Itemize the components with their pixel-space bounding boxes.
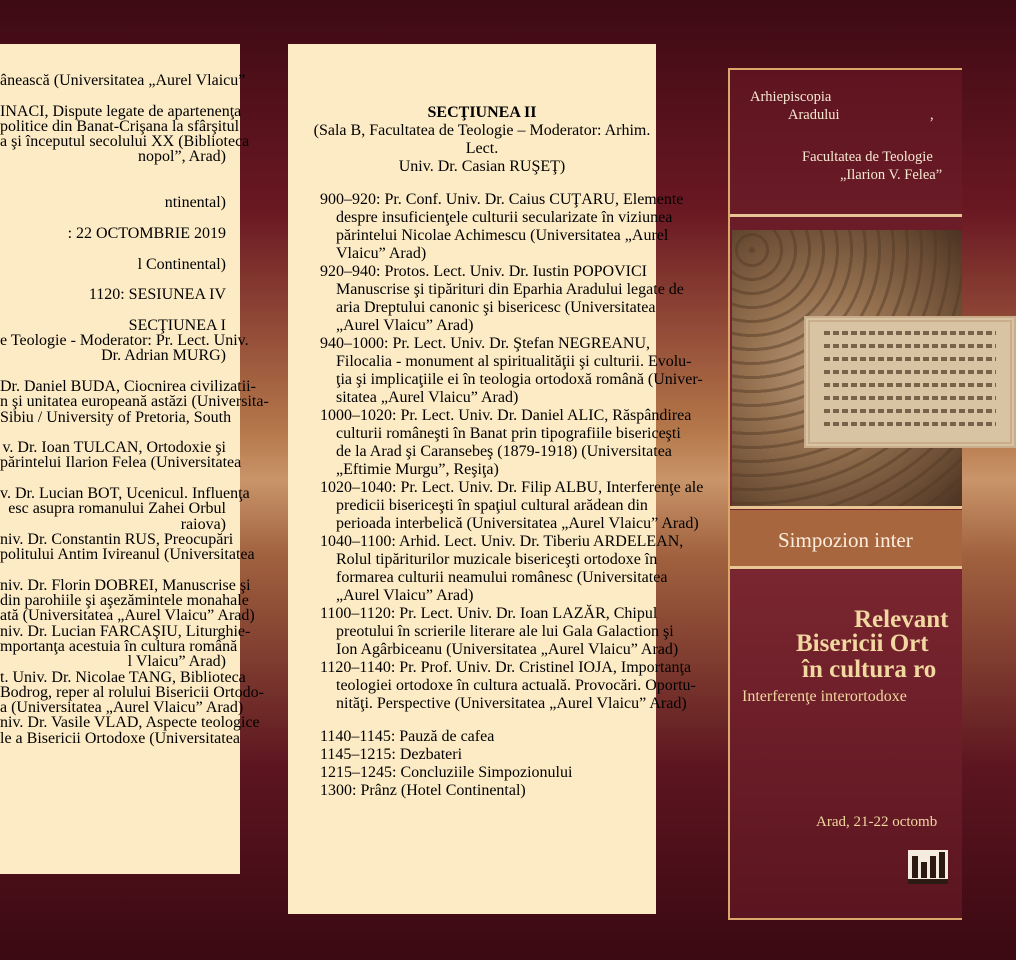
inscription-frame	[804, 316, 1016, 448]
schedule-label: : Prânz (Hotel Continental)	[352, 782, 526, 799]
talk-line: părintelui Nicolae Achimescu (Universitatea „Aurel	[336, 227, 669, 244]
talk-line	[320, 191, 684, 209]
left-panel-line: niv. Dr. Vasile VLAD, Aspecte teologice	[0, 714, 260, 732]
left-panel-line: ntinental)	[164, 194, 226, 212]
talk-line	[320, 479, 704, 497]
left-panel-line: e Teologie - Moderator: Pr. Lect. Univ.	[0, 332, 249, 350]
left-panel-line: părintelui Ilarion Felea (Universitatea	[0, 454, 242, 472]
talk-line: Ion Agârbiceanu (Universitatea „Aurel Vlaicu” Arad)	[336, 641, 679, 658]
left-panel-line	[0, 301, 226, 316]
left-panel-line: n şi unitatea europeană astăzi (Universita-	[0, 393, 269, 411]
talk-text: : Pr. Conf. Univ. Dr. Caius CUŢARU, Elemente	[376, 191, 684, 208]
talk-text: : Pr. Lect. Univ. Dr. Filip ALBU, Interferenţe ale	[392, 479, 704, 496]
talk-line: culturii româneşti în Banat prin tipografiile bisericeşti	[336, 425, 681, 442]
title-line-1: Relevant	[854, 606, 949, 633]
section-subtitle-2: Univ. Dr. Casian RUŞEŢ)	[398, 158, 566, 175]
organizer-faculty	[802, 148, 942, 184]
talk-entry	[320, 479, 704, 533]
left-panel-line: Dr. Adrian MURG)	[101, 347, 226, 365]
talk-line: teologiei ortodoxe în cultura actuală. Provocări. Oportu-	[336, 677, 696, 694]
left-panel-line	[0, 562, 226, 577]
cmca-logo	[908, 850, 948, 884]
talk-text: : Arhid. Lect. Univ. Dr. Tiberiu ARDELEAN,	[391, 533, 684, 550]
talk-entry	[320, 335, 703, 407]
left-panel-line: ânească (Universitatea „Aurel Vlaicu”	[0, 72, 246, 89]
schedule-item	[320, 746, 644, 764]
talk-entry	[320, 407, 692, 479]
talk-line	[320, 605, 658, 623]
left-panel-line: mportanţa acestuia în cultura română	[0, 637, 238, 655]
subtitle: Interferenţe interortodoxe	[742, 688, 907, 705]
left-panel-line: din parohiile şi aşezămintele monahale	[0, 592, 249, 610]
talk-text: : Protos. Lect. Univ. Dr. Iustin POPOVICI	[376, 263, 647, 280]
left-panel-line: Dr. Daniel BUDA, Ciocnirea civilizatii-	[0, 377, 256, 395]
left-panel-line: politului Antim Ivireanul (Universitatea	[0, 546, 255, 564]
talk-line: „Aurel Vlaicu” Arad)	[336, 587, 474, 604]
talk-entry	[320, 263, 684, 335]
left-panel-text	[0, 72, 269, 747]
left-panel-line	[0, 271, 226, 286]
org-1-line-1: Arhiepiscopia	[750, 89, 832, 105]
talk-line: Filocalia - monument al spiritualităţii şi culturii. Evolu-	[336, 353, 692, 370]
talk-entry	[320, 533, 684, 605]
left-panel-line	[0, 470, 226, 485]
section-title: SECŢIUNEA II	[427, 104, 537, 121]
left-panel-line: l Continental)	[137, 255, 226, 273]
talk-line	[320, 533, 684, 551]
section-subtitle-1: (Sala B, Facultatea de Teologie – Moderator: Arhim. Lect.	[313, 122, 651, 157]
section-ii-program	[313, 104, 704, 800]
talk-text: : Pr. Lect. Univ. Dr. Ioan LAZĂR, Chipul	[390, 605, 658, 622]
schedule-label: : Dezbateri	[391, 746, 463, 763]
left-panel-line: niv. Dr. Florin DOBREI, Manuscrise şi	[0, 576, 251, 594]
left-panel-line: Sibiu / University of Pretoria, South	[0, 408, 232, 426]
talk-line: de la Arad şi Caransebeş (1879-1918) (Universitatea	[336, 443, 672, 460]
talk-time: 1000–1020	[320, 407, 392, 424]
band-divider	[730, 566, 962, 569]
left-panel-line: a şi începutul secolului XX (Biblioteca	[0, 133, 250, 151]
talk-line: aria Dreptului canonic şi bisericesc (Universitatea	[336, 299, 656, 316]
photo-divider	[730, 506, 962, 509]
talk-line: sitatea „Aurel Vlaicu” Arad)	[336, 389, 519, 406]
talk-time: 1020–1040	[320, 479, 392, 496]
org-mark: ,	[930, 107, 934, 123]
talk-line: Manuscrise şi tipărituri din Eparhia Aradului legate de	[336, 281, 684, 298]
symposium-label: Simpozion inter	[778, 528, 913, 552]
talk-entry	[320, 659, 696, 713]
talk-line: formarea culturii neamului românesc (Universitatea	[336, 569, 668, 586]
organizer-archdiocese	[750, 88, 840, 124]
closing-schedule	[320, 728, 644, 800]
schedule-label: : Pauză de cafea	[390, 728, 495, 745]
event-date: Arad, 21-22 octomb	[816, 814, 938, 830]
talk-line	[320, 407, 692, 425]
talk-list	[320, 191, 704, 713]
talk-time: 1040–1100	[320, 533, 392, 550]
org-2-line-2: „Ilarion V. Felea”	[840, 167, 943, 183]
left-panel-line: a (Universitatea „Aurel Vlaicu” Arad)	[0, 699, 244, 717]
talk-line: predicii bisericeşti în spaţiul cultural arădean din	[336, 497, 648, 514]
cover-panel	[728, 68, 962, 920]
schedule-time: 1300	[320, 782, 352, 799]
left-panel-line	[0, 179, 226, 194]
left-panel-line: raiova)	[180, 515, 226, 533]
schedule-time: 1145–1215	[320, 746, 392, 763]
talk-line: „Eftimie Murgu”, Reşiţa)	[336, 461, 499, 478]
schedule-time: 1215–1245	[320, 764, 392, 781]
talk-time: 1100–1120	[320, 605, 391, 622]
symposium-band	[730, 510, 962, 566]
left-panel-line: esc asupra romanului Zahei Orbul	[8, 500, 226, 518]
left-panel-line: l Vlaicu” Arad)	[127, 653, 226, 671]
left-panel-line: t. Univ. Dr. Nicolae TANG, Biblioteca	[0, 668, 246, 686]
left-panel-line	[0, 424, 226, 439]
talk-line: Rolul tipăriturilor muzicale bisericeşti ortodoxe în	[336, 551, 658, 568]
schedule-item	[320, 782, 644, 800]
schedule-time: 1140–1145	[320, 728, 391, 745]
talk-line: preotului în scrierile literare ale lui Gala Galaction şi	[336, 623, 674, 640]
talk-line: „Aurel Vlaicu” Arad)	[336, 317, 474, 334]
left-panel-line: INACI, Dispute legate de apartenenţa	[0, 102, 242, 120]
talk-time: 940–1000	[320, 335, 384, 352]
talk-line	[320, 659, 692, 677]
left-panel-line: ată (Universitatea „Aurel Vlaicu” Arad)	[0, 607, 255, 625]
left-panel-line: v. Dr. Ioan TULCAN, Ortodoxie şi	[2, 439, 226, 457]
left-panel-line: SECŢIUNEA I	[128, 316, 226, 334]
left-panel-line: niv. Dr. Lucian FARCAŞIU, Liturghie-	[0, 622, 251, 640]
talk-line: despre insuficienţele culturii secularizate în viziunea	[336, 209, 673, 226]
talk-time: 900–920	[320, 191, 376, 208]
stone-inscription-photo	[732, 230, 962, 506]
talk-text: : Pr. Prof. Univ. Dr. Cristinel IOJA, Importanţa	[390, 659, 692, 676]
talk-text: : Pr. Lect. Univ. Dr. Ştefan NEGREANU,	[384, 335, 651, 352]
org-1-line-2: Aradului	[788, 107, 840, 123]
org-2-line-1: Facultatea de Teologie	[802, 149, 933, 165]
talk-text: : Pr. Lect. Univ. Dr. Daniel ALIC, Răspândirea	[392, 407, 692, 424]
left-panel-line: : 22 OCTOMBRIE 2019	[67, 224, 226, 242]
talk-entry	[320, 191, 684, 263]
talk-line	[320, 263, 647, 281]
top-divider	[730, 214, 962, 217]
talk-line: nităţi. Perspective (Universitatea „Aurel Vlaicu” Arad)	[336, 695, 687, 712]
left-panel-line	[0, 363, 226, 378]
talk-time: 1120–1140	[320, 659, 391, 676]
left-panel-line	[0, 164, 226, 179]
left-panel-line: v. Dr. Lucian BOT, Ucenicul. Influenţa	[0, 485, 250, 503]
talk-line	[320, 335, 651, 353]
left-panel-line: nopol”, Arad)	[138, 148, 226, 166]
left-panel-line: le a Bisericii Ortodoxe (Universitatea	[0, 729, 240, 747]
left-panel-line: 1120: SESIUNEA IV	[88, 286, 226, 304]
left-panel-line	[0, 210, 226, 225]
title-line-2: Bisericii Ort	[796, 630, 929, 657]
talk-line: Vlaicu” Arad)	[336, 245, 427, 262]
left-panel-line	[0, 240, 226, 255]
left-panel-line	[0, 87, 226, 102]
schedule-item	[320, 728, 644, 746]
left-panel-line: niv. Dr. Constantin RUS, Preocupări	[0, 530, 234, 548]
left-panel-line: politice din Banat-Crişana la sfârşitul	[0, 117, 240, 135]
talk-time: 920–940	[320, 263, 376, 280]
schedule-label: : Concluziile Simpozionului	[392, 764, 573, 781]
talk-line: ţia şi implicaţiile ei în teologia ortodoxă română (Univer-	[336, 371, 703, 388]
talk-entry	[320, 605, 679, 659]
left-panel-line: Bodrog, reper al rolului Bisericii Ortodo-	[0, 683, 264, 701]
talk-line: perioada interbelică (Universitatea „Aurel Vlaicu” Arad)	[336, 515, 699, 532]
schedule-item	[320, 764, 644, 782]
title-line-3: în cultura ro	[802, 656, 937, 683]
